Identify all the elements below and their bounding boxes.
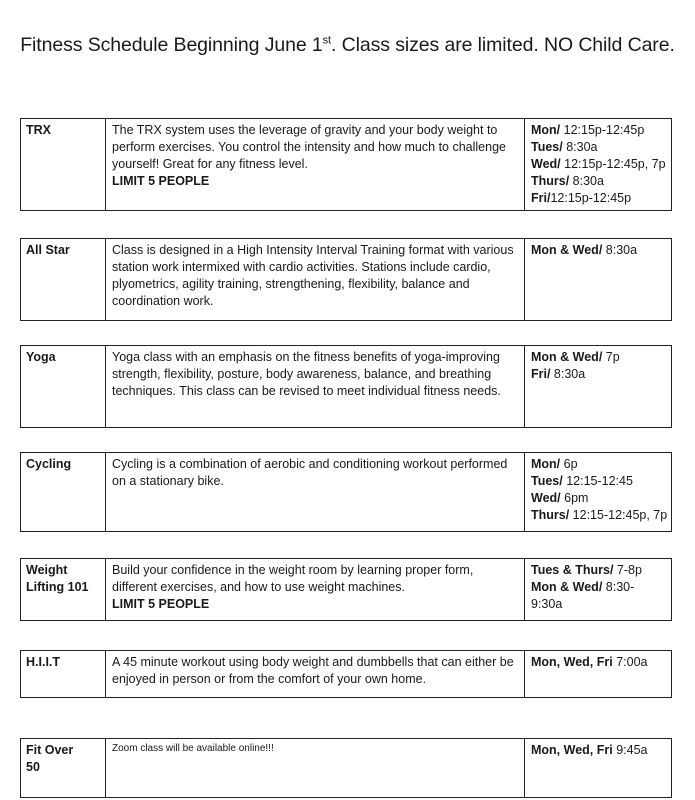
description-text: Class is designed in a High Intensity Interval Training format with various station work intermixed with cardio activities. Stations include cardio, plyometrics, agility training, strengthening, flexibility, balance and coordination work. xyxy=(112,243,514,308)
schedule-line: Mon/ 12:15p-12:45p xyxy=(531,123,645,137)
class-table-cycling xyxy=(20,452,672,532)
class-schedule xyxy=(525,651,672,698)
class-table-weight-lifting xyxy=(20,558,672,621)
title-prefix: Fitness Schedule Beginning June 1 xyxy=(20,34,323,56)
schedule-line: Thurs/ 12:15-12:45p, 7p xyxy=(531,508,668,522)
limit-note: LIMIT 5 PEOPLE xyxy=(112,597,210,611)
schedule-line: Mon, Wed, Fri 9:45a xyxy=(531,743,648,757)
class-table-all-star xyxy=(20,238,672,321)
class-name: Fit Over 50 xyxy=(21,739,106,798)
class-description xyxy=(106,119,525,211)
schedule-line: Mon, Wed, Fri 7:00a xyxy=(531,655,648,669)
table-row xyxy=(21,239,672,321)
schedule-line: Wed/ 6pm xyxy=(531,491,589,505)
schedule-line: Thurs/ 8:30a xyxy=(531,174,604,188)
class-schedule xyxy=(525,453,672,532)
table-row xyxy=(21,346,672,428)
schedule-line: Wed/ 12:15p-12:45p, 7p xyxy=(531,157,666,171)
description-text: A 45 minute workout using body weight and dumbbells that can either be enjoyed in person or from the comfort of your own home. xyxy=(112,655,514,686)
description-text: Yoga class with an emphasis on the fitness benefits of yoga-improving strength, flexibility, posture, body awareness, balance, and breathing techniques. This class can be revised to meet individual fitness needs. xyxy=(112,350,501,398)
description-text: The TRX system uses the leverage of gravity and your body weight to perform exercises. You control the intensity and how much to challenge yourself! Great for any fitness level. xyxy=(112,123,506,171)
class-description xyxy=(106,346,525,428)
table-row xyxy=(21,453,672,532)
title-suffix: . Class sizes are limited. NO Child Care. xyxy=(331,34,675,56)
page-title xyxy=(0,34,695,57)
schedule-line: Fri/12:15p-12:45p xyxy=(531,191,632,205)
schedule-line: Mon & Wed/ 8:30a xyxy=(531,243,638,257)
class-schedule xyxy=(525,559,672,621)
class-description xyxy=(106,559,525,621)
class-description xyxy=(106,651,525,698)
title-superscript: st xyxy=(322,34,332,47)
description-text: Build your confidence in the weight room by learning proper form, different exercises, and how to use weight machines. xyxy=(112,563,474,594)
schedule-line: Mon/ 6p xyxy=(531,457,578,471)
table-row xyxy=(21,739,672,798)
class-table-fit-over-50 xyxy=(20,738,672,798)
schedule-line: Fri/ 8:30a xyxy=(531,367,586,381)
class-name: All Star xyxy=(21,239,106,321)
description-text: Cycling is a combination of aerobic and conditioning workout performed on a stationary bike. xyxy=(112,457,508,488)
class-table-hiit xyxy=(20,650,672,698)
schedule-line: Tues & Thurs/ 7-8p xyxy=(531,563,642,577)
class-name: Weight Lifting 101 xyxy=(21,559,106,621)
limit-note: LIMIT 5 PEOPLE xyxy=(112,174,210,188)
class-schedule xyxy=(525,239,672,321)
schedule-line: Tues/ 8:30a xyxy=(531,140,598,154)
class-description xyxy=(106,453,525,532)
class-schedule xyxy=(525,346,672,428)
table-row xyxy=(21,559,672,621)
class-table-trx xyxy=(20,118,672,211)
schedule-line: Mon & Wed/ 8:30-9:30a xyxy=(531,580,635,611)
class-schedule xyxy=(525,119,672,211)
class-name: Cycling xyxy=(21,453,106,532)
class-description xyxy=(106,239,525,321)
class-name: Yoga xyxy=(21,346,106,428)
schedule-line: Tues/ 12:15-12:45 xyxy=(531,474,633,488)
schedule-line: Mon & Wed/ 7p xyxy=(531,350,620,364)
class-schedule xyxy=(525,739,672,798)
class-name: H.I.I.T xyxy=(21,651,106,698)
class-table-yoga xyxy=(20,345,672,428)
description-text: Zoom class will be available online!!! xyxy=(112,743,274,754)
table-row xyxy=(21,119,672,211)
class-name: TRX xyxy=(21,119,106,211)
class-description xyxy=(106,739,525,798)
table-row xyxy=(21,651,672,698)
